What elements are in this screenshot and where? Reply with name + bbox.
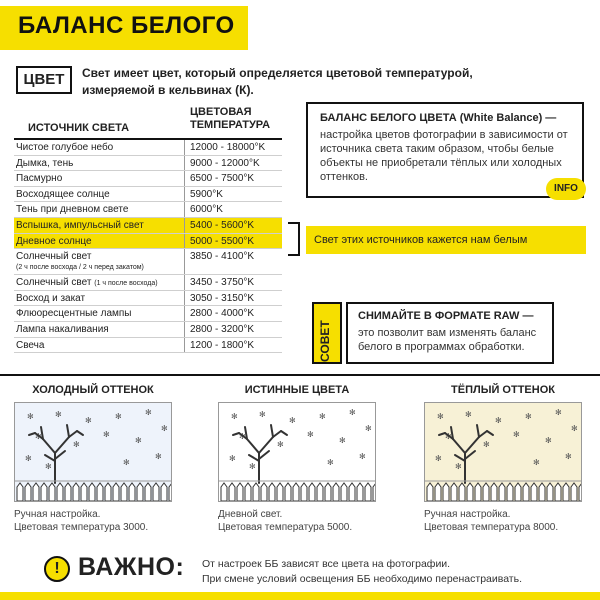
info-box xyxy=(306,102,584,198)
color-temperature-table xyxy=(14,102,282,353)
tree-branch xyxy=(67,425,69,437)
fence-picket xyxy=(137,483,143,501)
snowflake-icon: ✻ xyxy=(513,430,520,439)
table-row xyxy=(14,140,282,156)
fence-picket xyxy=(245,483,251,501)
fence-picket xyxy=(365,483,371,501)
row-temperature: 2800 - 4000°K xyxy=(190,308,255,320)
fence-picket xyxy=(17,483,23,501)
warning-title: ВАЖНО: xyxy=(78,553,185,581)
panel-cold-image xyxy=(14,402,172,502)
panel-cold-caption xyxy=(14,508,148,534)
row-source xyxy=(16,142,113,154)
row-temperature: 3850 - 4100°K xyxy=(190,251,255,263)
snowflake-icon: ✻ xyxy=(483,440,490,449)
raw-tip-box xyxy=(346,302,554,364)
snowflake-icon: ✻ xyxy=(545,436,552,445)
fence-picket xyxy=(539,483,545,501)
row-source-label: Пасмурно xyxy=(16,173,63,185)
snowflake-icon: ✻ xyxy=(495,416,502,425)
tree-icon xyxy=(233,425,287,483)
warning-text xyxy=(202,557,522,587)
panel-warm-title: ТЁПЛЫЙ ОТТЕНОК xyxy=(451,384,555,396)
table-header xyxy=(14,102,282,140)
fence-picket xyxy=(129,483,135,501)
table-row xyxy=(14,156,282,172)
snowflake-icon: ✻ xyxy=(339,436,346,445)
row-source xyxy=(16,204,128,216)
fence-picket xyxy=(229,483,235,501)
fence-picket xyxy=(333,483,339,501)
fence-picket xyxy=(169,483,171,501)
row-temperature: 5900°K xyxy=(190,188,223,200)
table-row xyxy=(14,306,282,322)
fence-picket xyxy=(531,483,537,501)
snowflake-icon: ✻ xyxy=(103,430,110,439)
row-source xyxy=(16,324,109,336)
tree-branch xyxy=(247,439,259,453)
snowflake-icon: ✻ xyxy=(239,432,246,441)
snowflake-icon: ✻ xyxy=(229,454,236,463)
column-separator xyxy=(184,338,185,353)
row-source-label: Восход и закат xyxy=(16,292,86,304)
fence-picket xyxy=(57,483,63,501)
snowflake-icon: ✻ xyxy=(555,408,562,417)
row-source-label: Чистое голубое небо xyxy=(16,142,114,153)
column-separator xyxy=(184,171,185,186)
fence-picket xyxy=(97,483,103,501)
row-source-label: Тень при дневном свете xyxy=(16,204,129,216)
row-temperature: 5000 - 5500°K xyxy=(190,235,255,247)
col-temp-header-line1: ЦВЕТОВАЯ xyxy=(190,106,252,118)
panel-true-caption-2: Цветовая температура 5000. xyxy=(218,522,353,533)
snowflake-icon: ✻ xyxy=(445,432,452,441)
row-source-note: (2 ч после восхода / 2 ч перед закатом) xyxy=(16,264,144,272)
snowflake-icon: ✻ xyxy=(435,454,442,463)
snowflake-icon: ✻ xyxy=(565,452,572,461)
row-source xyxy=(16,220,144,232)
table-row xyxy=(14,338,282,354)
page-title: БАЛАНС БЕЛОГО xyxy=(18,12,235,39)
fence-picket xyxy=(435,483,441,501)
tip-tag: СОВЕТ xyxy=(318,320,332,362)
snowflake-icon: ✻ xyxy=(115,412,122,421)
fence-picket xyxy=(65,483,71,501)
row-temperature: 2800 - 3200°K xyxy=(190,323,255,335)
snowflake-icon: ✻ xyxy=(155,452,162,461)
row-source xyxy=(16,308,132,320)
snowflake-icon: ✻ xyxy=(525,412,532,421)
color-tag: ЦВЕТ xyxy=(16,66,72,94)
snowflake-icon: ✻ xyxy=(365,424,372,433)
snowflake-icon: ✻ xyxy=(571,424,578,433)
tree-branch xyxy=(259,437,273,453)
fence-picket xyxy=(357,483,363,501)
snowflake-icon: ✻ xyxy=(123,458,130,467)
row-source xyxy=(16,277,158,290)
panel-cold-caption-1: Ручная настройка. xyxy=(14,509,101,520)
snowflake-icon: ✻ xyxy=(465,410,472,419)
snowflake-icon: ✻ xyxy=(35,432,42,441)
row-source-label: Вспышка, импульсный свет xyxy=(16,219,144,231)
row-source-label: Лампа накаливания xyxy=(16,323,109,335)
col-temp-header-line2: ТЕМПЕРАТУРА xyxy=(190,119,271,131)
column-separator xyxy=(184,291,185,306)
warning-line-2: При смене условий освещения ББ необходимо перенастраивать. xyxy=(202,573,523,585)
fence-picket xyxy=(269,483,275,501)
fence-picket xyxy=(81,483,87,501)
column-separator xyxy=(184,322,185,337)
fence-picket xyxy=(73,483,79,501)
fence-picket xyxy=(499,483,505,501)
column-separator xyxy=(184,306,185,321)
snowflake-icon: ✻ xyxy=(289,416,296,425)
fence-picket xyxy=(105,483,111,501)
table-row xyxy=(14,187,282,203)
table-row xyxy=(14,202,282,218)
tree-branch xyxy=(453,439,465,453)
panel-warm-image xyxy=(424,402,582,502)
col-temp-header xyxy=(190,106,270,132)
row-source-label: Дневное солнце xyxy=(16,235,92,247)
column-separator xyxy=(184,140,185,155)
info-badge: INFO xyxy=(546,178,586,200)
tree-branch xyxy=(69,431,77,437)
row-source-note: (1 ч после восхода) xyxy=(94,280,158,288)
raw-tip-title: СНИМАЙТЕ В ФОРМАТЕ RAW — xyxy=(358,310,534,322)
panel-true-image xyxy=(218,402,376,502)
table-row xyxy=(14,249,282,275)
panel-warm-caption xyxy=(424,508,558,534)
snowflake-icon: ✻ xyxy=(27,412,34,421)
row-temperature: 12000 - 18000°K xyxy=(190,142,266,153)
fence-picket xyxy=(89,483,95,501)
snowflake-icon: ✻ xyxy=(437,412,444,421)
table-row xyxy=(14,322,282,338)
row-source-label: Флюоресцентные лампы xyxy=(16,308,132,320)
tree-branch xyxy=(45,455,55,461)
fence-picket xyxy=(277,483,283,501)
row-source xyxy=(16,340,44,352)
tree-icon xyxy=(439,425,493,483)
row-temperature: 3450 - 3750°K xyxy=(190,277,255,289)
row-source xyxy=(16,251,144,272)
warning-icon: ! xyxy=(44,556,70,582)
section-divider xyxy=(0,374,600,376)
panel-warm-caption-2: Цветовая температура 8000. xyxy=(424,522,559,533)
snowflake-icon: ✻ xyxy=(231,412,238,421)
row-source-label: Солнечный свет xyxy=(16,251,92,263)
bottom-bar xyxy=(0,592,600,600)
fence-picket xyxy=(579,483,581,501)
fence-picket xyxy=(301,483,307,501)
snowflake-icon: ✻ xyxy=(73,440,80,449)
fence-picket xyxy=(309,483,315,501)
info-title: БАЛАНС БЕЛОГО ЦВЕТА (White Balance) — xyxy=(320,112,557,124)
snowflake-icon: ✻ xyxy=(135,436,142,445)
fence-picket xyxy=(459,483,465,501)
fence-picket xyxy=(571,483,577,501)
row-source xyxy=(16,236,92,248)
snowflake-icon: ✻ xyxy=(349,408,356,417)
highlight-bracket xyxy=(288,222,300,256)
snowflake-icon: ✻ xyxy=(145,408,152,417)
info-text: настройка цветов фотографии в зависимости от источника света таким образом, чтобы белые объекты не приобретали тёплых или холодных оттенков. xyxy=(320,129,568,183)
snowflake-icon: ✻ xyxy=(85,416,92,425)
column-separator xyxy=(184,275,185,290)
row-source-label: Свеча xyxy=(16,339,45,351)
table-row xyxy=(14,171,282,187)
panel-cold-caption-2: Цветовая температура 3000. xyxy=(14,522,149,533)
tree-icon xyxy=(29,425,83,483)
tree-branch xyxy=(477,425,479,437)
snowflake-icon: ✻ xyxy=(55,410,62,419)
row-temperature: 9000 - 12000°K xyxy=(190,157,260,169)
row-source xyxy=(16,293,85,305)
winter-scene xyxy=(15,403,171,501)
warning-line-1: От настроек ББ зависят все цвета на фотографии. xyxy=(202,558,451,570)
snowflake-icon: ✻ xyxy=(259,410,266,419)
fence-picket xyxy=(483,483,489,501)
snowflake-icon: ✻ xyxy=(319,412,326,421)
fence-picket xyxy=(153,483,159,501)
row-source-label: Дымка, тень xyxy=(16,157,74,169)
panel-true-caption-1: Дневной свет. xyxy=(218,509,283,520)
table-row xyxy=(14,275,282,291)
winter-scene xyxy=(425,403,581,501)
row-source-label: Восходящее солнце xyxy=(16,188,110,200)
fence-picket xyxy=(507,483,513,501)
fence-picket xyxy=(555,483,561,501)
row-temperature: 1200 - 1800°K xyxy=(190,339,255,351)
fence-picket xyxy=(25,483,31,501)
tree-branch xyxy=(487,431,493,435)
snowflake-icon: ✻ xyxy=(307,430,314,439)
winter-scene xyxy=(219,403,375,501)
row-source xyxy=(16,173,62,185)
snowflake-icon: ✻ xyxy=(327,458,334,467)
table-row xyxy=(14,291,282,307)
fence-picket xyxy=(427,483,433,501)
fence-picket xyxy=(113,483,119,501)
row-temperature: 6500 - 7500°K xyxy=(190,173,255,185)
row-source xyxy=(16,158,73,170)
fence-picket xyxy=(285,483,291,501)
column-separator xyxy=(184,249,185,274)
row-temperature: 6000°K xyxy=(190,204,223,216)
fence-picket xyxy=(475,483,481,501)
fence-picket xyxy=(237,483,243,501)
row-temperature: 5400 - 5600°K xyxy=(190,219,255,231)
tree-branch xyxy=(55,437,69,453)
snowflake-icon: ✻ xyxy=(25,454,32,463)
fence-picket xyxy=(317,483,323,501)
raw-tip-text: это позволит вам изменять баланс белого в программах обработки. xyxy=(358,327,537,353)
tree-branch xyxy=(249,455,259,461)
table-row xyxy=(14,234,282,250)
fence-picket xyxy=(563,483,569,501)
snowflake-icon: ✻ xyxy=(161,424,168,433)
fence-picket xyxy=(443,483,449,501)
fence-picket xyxy=(523,483,529,501)
tree-branch xyxy=(271,425,273,437)
fence-picket xyxy=(253,483,259,501)
fence-picket xyxy=(467,483,473,501)
tree-branch xyxy=(455,455,465,461)
tip-tab xyxy=(312,302,342,364)
tree-branch xyxy=(43,439,55,453)
tree-branch xyxy=(273,431,281,437)
snowflake-icon: ✻ xyxy=(45,462,52,471)
row-source xyxy=(16,189,110,201)
tree-branch xyxy=(479,431,487,437)
intro-text: Свет имеет цвет, который определяется цветовой температурой, измеряемой в кельвинах (К). xyxy=(82,66,473,97)
panel-true-caption xyxy=(218,508,352,534)
fence-picket xyxy=(341,483,347,501)
column-separator xyxy=(184,156,185,171)
tree-branch xyxy=(465,437,479,453)
row-source-label: Солнечный свет xyxy=(16,277,92,289)
fence-picket xyxy=(451,483,457,501)
highlight-note: Свет этих источников кажется нам белым xyxy=(306,226,586,254)
fence-picket xyxy=(349,483,355,501)
row-temperature: 3050 - 3150°K xyxy=(190,292,255,304)
panel-cold-title: ХОЛОДНЫЙ ОТТЕНОК xyxy=(32,384,154,396)
tree-branch xyxy=(77,431,83,435)
col-source-header: ИСТОЧНИК СВЕТА xyxy=(28,122,130,134)
fence-picket xyxy=(373,483,375,501)
fence-picket xyxy=(161,483,167,501)
fence-picket xyxy=(293,483,299,501)
fence-picket xyxy=(491,483,497,501)
fence-picket xyxy=(145,483,151,501)
table-row xyxy=(14,218,282,234)
panel-true-title: ИСТИННЫЕ ЦВЕТА xyxy=(244,384,350,396)
panel-warm-caption-1: Ручная настройка. xyxy=(424,509,511,520)
fence-picket xyxy=(33,483,39,501)
fence-picket xyxy=(49,483,55,501)
fence-picket xyxy=(221,483,227,501)
column-separator xyxy=(184,202,185,217)
fence-picket xyxy=(41,483,47,501)
fence-picket xyxy=(515,483,521,501)
column-separator xyxy=(184,187,185,202)
column-separator xyxy=(184,218,185,233)
snowflake-icon: ✻ xyxy=(533,458,540,467)
snowflake-icon: ✻ xyxy=(249,462,256,471)
fence-picket xyxy=(121,483,127,501)
fence-picket xyxy=(547,483,553,501)
snowflake-icon: ✻ xyxy=(455,462,462,471)
snowflake-icon: ✻ xyxy=(359,452,366,461)
snowflake-icon: ✻ xyxy=(277,440,284,449)
tree-branch xyxy=(281,431,287,435)
column-separator xyxy=(184,234,185,249)
fence-picket xyxy=(261,483,267,501)
fence-picket xyxy=(325,483,331,501)
